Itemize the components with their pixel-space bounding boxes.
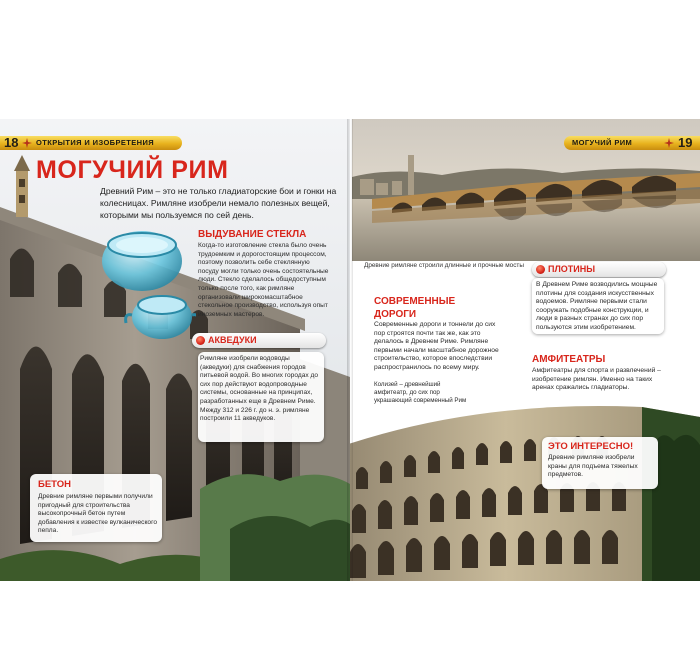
section-header-bar-right (564, 136, 700, 150)
interesting-callout (542, 437, 658, 489)
dams-callout (532, 278, 664, 334)
dams-label (532, 262, 666, 277)
intro-text: Древний Рим – это не только гладиаторские бои и гонки на колесницах. Римляне изобрели немало полезных вещей, которыми мы пользуемся по сей день. (100, 186, 337, 221)
aqueducts-title: АКВЕДУКИ (208, 335, 257, 345)
interesting-text: Древние римляне изобрели краны для подъема тяжелых предметов. (548, 454, 638, 479)
aqueducts-callout (198, 352, 324, 442)
glass-bowls-image (96, 223, 196, 347)
ornament-icon (664, 138, 674, 148)
dams-title: ПЛОТИНЫ (548, 264, 596, 274)
section-header-bar (0, 136, 182, 150)
section-header: МОГУЧИЙ РИМ (572, 138, 633, 147)
glass-text: Когда-то изготовление стекла было очень трудоемким и дорогостоящим процессом, поэтому позволить себе стеклянную посуду могли только очень состоятельные люди. Стекло сделалось общедоступным только после того, как римляне организовали широкомасштабное стекольное производство, используя опыт иноземных мастеров. (198, 242, 329, 318)
bridge-caption: Древние римляне строили длинные и прочные мосты (364, 262, 524, 269)
colosseum-caption: Колизей – древнейший амфитеатр, до сих пор украшающий современный Рим (374, 381, 467, 404)
bullet-icon (536, 265, 545, 274)
page-number: 19 (678, 135, 693, 150)
amphitheatres-text: Амфитеатры для спорта и развлечений – изобретение римлян. Именно на таких аренах сражались гладиаторы. (532, 367, 661, 392)
hills-background (200, 459, 350, 581)
book-gutter (347, 119, 353, 581)
concrete-text: Древние римляне первыми получили пригодный для строительства высокопрочный бетон путем добавления к известке вулканического пепла. (38, 493, 158, 535)
concrete-callout (30, 474, 162, 542)
book-spread (0, 119, 700, 581)
interesting-title: ЭТО ИНТЕРЕСНО! (548, 441, 634, 452)
ornament-icon (22, 138, 32, 148)
amphitheatres-title: АМФИТЕАТРЫ (532, 354, 606, 365)
page-number: 18 (4, 135, 19, 150)
left-page (0, 119, 350, 581)
page-title: МОГУЧИЙ РИМ (36, 156, 229, 184)
dams-text: В Древнем Риме возводились мощные плотины для создания искусственных водоемов. Римляне первыми стали сооружать подобные конструкции, и люди в разных странах до сих пор пользуются этим изобретением. (536, 281, 658, 331)
roads-title: СОВРЕМЕННЫЕ ДОРОГИ (374, 296, 456, 320)
tower-icon (10, 153, 34, 217)
concrete-title: БЕТОН (38, 479, 71, 490)
right-page (350, 119, 700, 581)
roads-text: Современные дороги и тоннели до сих пор строятся почти так же, как это делалось в Древнем Риме. Римляне первыми начали масштабное дорожное строительство, которое впоследствии распространилось по всему миру. (374, 321, 499, 371)
glass-title: ВЫДУВАНИЕ СТЕКЛА (198, 229, 307, 240)
aqueducts-label (192, 333, 326, 348)
aqueducts-text: Римляне изобрели водоводы (акведуки) для снабжения городов питьевой водой. Во многих городах до сих пор действуют водопроводные системы, основанные на принципах, разработанных еще в Древнем Риме. Между 312 и 226 г. до н. э. римляне построили 11 акведуков. (200, 355, 319, 423)
section-header: ОТКРЫТИЯ И ИЗОБРЕТЕНИЯ (36, 138, 155, 147)
bullet-icon (196, 336, 205, 345)
